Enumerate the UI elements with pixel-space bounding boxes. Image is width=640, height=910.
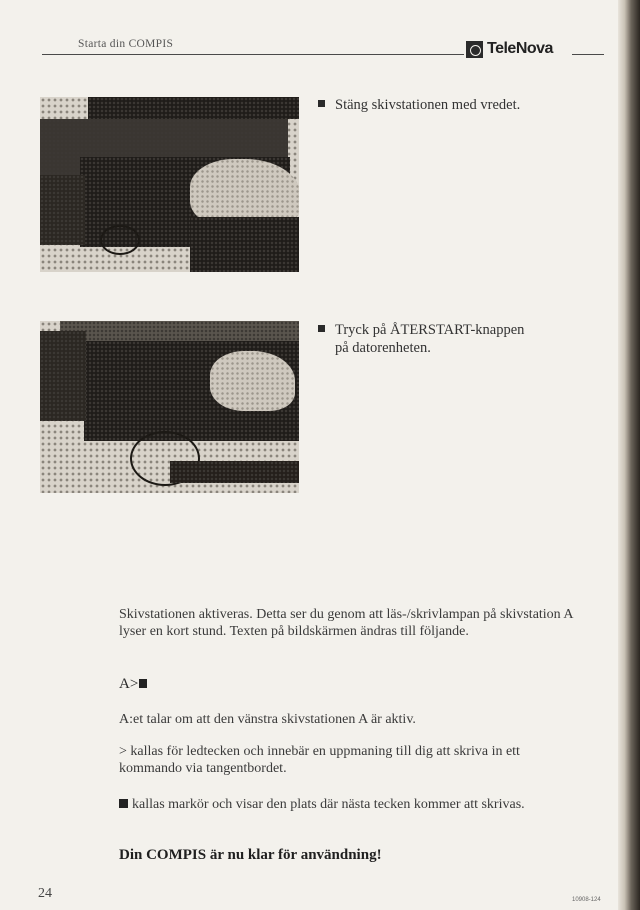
instruction-close-drive: [318, 96, 588, 114]
page-edge-shadow: [618, 0, 640, 910]
running-header: Starta din COMPIS: [78, 38, 174, 50]
cable-icon: [100, 225, 140, 255]
page-number: 24: [38, 886, 52, 901]
unit-top: [60, 321, 299, 341]
paragraph-cursor: [119, 796, 574, 813]
bullet-square-icon: [318, 325, 325, 332]
hand-icon: [210, 351, 295, 411]
telenova-logo-icon: [466, 41, 483, 58]
prompt-text: A>: [119, 676, 139, 692]
paragraph-drive-activated: Skivstationen aktiveras. Detta ser du genom att läs-/skrivlampan på skivstation A lyser en kort stund. Texten på bildskärmen ändras till följande.: [119, 607, 573, 639]
disk-drive-knob-photo: [40, 97, 299, 272]
instruction-press-reset: [318, 321, 588, 357]
prompt-display: [119, 676, 574, 693]
brand-name: TeleNova: [487, 40, 553, 57]
drive-top-shadow: [88, 97, 299, 119]
lower-unit: [190, 217, 299, 272]
coiled-cable-bottom: [170, 461, 299, 483]
cursor-block-icon: [119, 799, 128, 808]
header-rule: [42, 54, 464, 55]
instruction-text: Stäng skivstationen med vredet.: [335, 97, 521, 113]
instruction-text-line2: på datorenheten.: [335, 340, 431, 356]
document-code: 10908-124: [572, 897, 601, 903]
ready-message: Din COMPIS är nu klar för användning!: [119, 847, 382, 863]
paragraph-cursor-text: kallas markör och visar den plats där nästa tecken kommer att skrivas.: [132, 797, 525, 812]
computer-reset-button-photo: [40, 321, 299, 493]
cursor-block-icon: [139, 679, 147, 688]
paragraph-prompt-char: > kallas för ledtecken och innebär en uppmaning till dig att skriva in ett kommando via tangentbordet.: [119, 744, 520, 776]
unit-side-ribbed: [40, 331, 86, 421]
paragraph-drive-a: A:et talar om att den vänstra skivstationen A är aktiv.: [119, 712, 416, 727]
drive-side-ribbed: [40, 175, 85, 245]
header-rule-right: [572, 54, 604, 55]
instruction-text-line1: Tryck på ÅTERSTART-knappen: [335, 322, 525, 338]
brand: [466, 40, 553, 58]
bullet-square-icon: [318, 100, 325, 107]
